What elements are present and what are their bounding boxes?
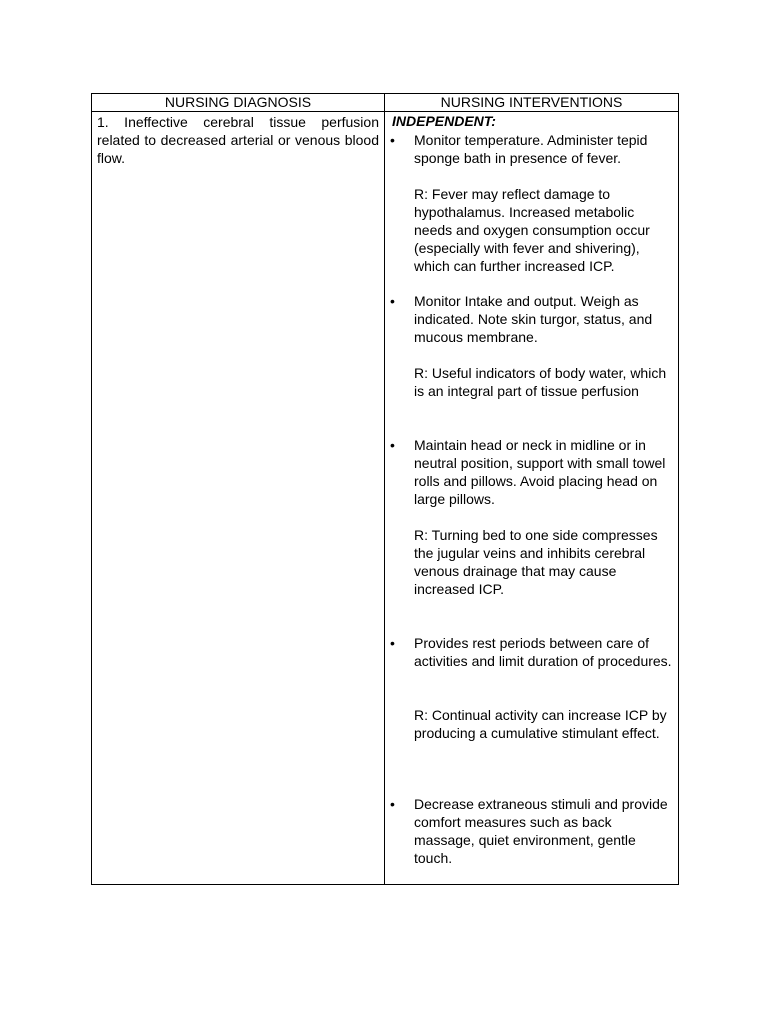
intervention-rationale: R: Fever may reflect damage to hypothalamus. Increased metabolic needs and oxygen consumption occur (especially with fever and shivering), which can further increased ICP. [414, 186, 650, 274]
interventions-column-header: NURSING INTERVENTIONS [440, 94, 623, 110]
bullet-icon: • [390, 796, 395, 812]
intervention-rationale: R: Turning bed to one side compresses the jugular veins and inhibits cerebral venous drainage that may cause increased ICP. [414, 527, 658, 597]
bullet-icon: • [390, 635, 395, 651]
intervention-text: Maintain head or neck in midline or in neutral position, support with small towel rolls and pillows. Avoid placing head on large pillows. [414, 437, 666, 507]
intervention-text: Provides rest periods between care of activities and limit duration of procedures. [414, 635, 672, 669]
intervention-text: Monitor Intake and output. Weigh as indicated. Note skin turgor, status, and mucous membrane. [414, 293, 653, 345]
bullet-icon: • [390, 132, 395, 148]
intervention-text: Decrease extraneous stimuli and provide comfort measures such as back massage, quiet environment, gentle touch. [414, 796, 668, 866]
intervention-rationale: R: Useful indicators of body water, which is an integral part of tissue perfusion [414, 365, 667, 399]
bullet-icon: • [390, 293, 395, 309]
column-divider [384, 94, 385, 884]
header-divider [92, 111, 678, 112]
nursing-care-plan-table [91, 93, 679, 885]
diagnosis-column-header: NURSING DIAGNOSIS [164, 94, 312, 110]
intervention-rationale: R: Continual activity can increase ICP by producing a cumulative stimulant effect. [414, 707, 667, 741]
intervention-text: Monitor temperature. Administer tepid sponge bath in presence of fever. [414, 132, 648, 166]
nursing-diagnosis-text: 1. Ineffective cerebral tissue perfusion related to decreased arterial or venous blood flow. [97, 114, 379, 166]
independent-label: INDEPENDENT: [392, 113, 496, 129]
bullet-icon: • [390, 437, 395, 453]
